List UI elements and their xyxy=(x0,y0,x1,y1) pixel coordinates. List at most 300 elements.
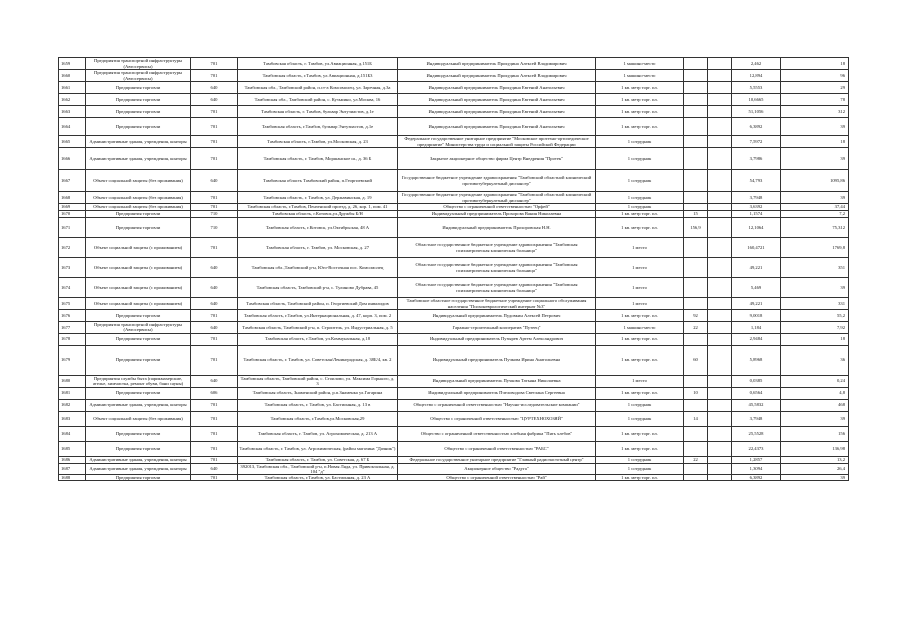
cell-code: 640 xyxy=(191,82,238,94)
cell-quantity: 92 xyxy=(684,310,708,322)
cell-number: 1679 xyxy=(59,345,86,375)
cell-address: Тамбовская область Тамбовский район, п.Георгиевский xyxy=(238,170,398,192)
cell-norm-value: 5,5553 xyxy=(732,82,781,94)
table-row xyxy=(59,278,849,298)
cell-quantity: 60 xyxy=(684,345,708,375)
cell-code: 701 xyxy=(191,148,238,170)
cell-owner: Государственное бюджетное учреждение здравоохранения "Тамбовский областной клинический противотуберкулезный диспансер" xyxy=(398,170,596,192)
cell-total-value: 96 xyxy=(781,70,849,82)
cell-address: Тамбовская обл.,Тамбовский р-н, Юго-Восточная пос. Комсомолец xyxy=(238,258,398,278)
cell-number: 1667 xyxy=(59,170,86,192)
cell-norm-value: 49,221 xyxy=(732,298,781,310)
cell-owner: Индивидуальный предприниматель Прохорова Вания Николаевна xyxy=(398,211,596,218)
cell-unit: 1 сотрудник xyxy=(596,204,684,211)
table-row xyxy=(59,411,849,426)
cell-object-type: Административные здания, учреждения, конторы xyxy=(86,148,191,170)
cell-total-value: 156 xyxy=(781,426,849,441)
cell-unit: 1 машино-место xyxy=(596,322,684,334)
cell-code: 710 xyxy=(191,218,238,238)
cell-number: 1662 xyxy=(59,94,86,106)
cell-code: 701 xyxy=(191,399,238,411)
cell-owner: Областное государственное бюджетное учреждение здравоохранения "Тамбовская психиатрическая клиническая больница" xyxy=(398,258,596,278)
cell-unit: 1 кв. метр торг. пл. xyxy=(596,333,684,345)
cell-object-type: Предприятия торговли xyxy=(86,345,191,375)
table-row xyxy=(59,204,849,211)
cell-code: 701 xyxy=(191,136,238,148)
cell-total-value: 39 xyxy=(781,411,849,426)
cell-quantity: 15 xyxy=(684,211,708,218)
cell-code: 701 xyxy=(191,204,238,211)
cell-code: 701 xyxy=(191,70,238,82)
cell-area xyxy=(708,204,732,211)
cell-owner: Областное государственное бюджетное учреждение здравоохранения "Тамбовская психиатрическая клиническая больница" xyxy=(398,238,596,258)
cell-owner: Общество с ограниченной ответственностью "РАБС" xyxy=(398,441,596,456)
cell-area xyxy=(708,218,732,238)
cell-area xyxy=(708,333,732,345)
cell-code: 640 xyxy=(191,298,238,310)
cell-object-type: Административные здания, учреждения, конторы xyxy=(86,136,191,148)
cell-object-type: Предприятия торговли xyxy=(86,118,191,136)
cell-object-type: Объект социальной защиты (с проживанием) xyxy=(86,298,191,310)
cell-owner: Индивидуальный предприниматель Прокудина Евгений Анатольевич xyxy=(398,94,596,106)
cell-quantity xyxy=(684,426,708,441)
cell-norm-value: 2,9484 xyxy=(732,333,781,345)
cell-total-value: 0,24 xyxy=(781,375,849,387)
cell-area xyxy=(708,456,732,463)
table-row xyxy=(59,456,849,463)
cell-number: 1663 xyxy=(59,106,86,118)
cell-quantity xyxy=(684,278,708,298)
cell-norm-value: 49,221 xyxy=(732,258,781,278)
cell-number: 1675 xyxy=(59,298,86,310)
cell-unit: 1 сотрудник xyxy=(596,456,684,463)
cell-number: 1676 xyxy=(59,310,86,322)
cell-norm-value: 10,6665 xyxy=(732,94,781,106)
cell-quantity xyxy=(684,136,708,148)
cell-total-value: 312 xyxy=(781,106,849,118)
cell-norm-value: 160,4721 xyxy=(732,238,781,258)
cell-owner: Общество с ограниченной ответственностью "Научно-исследовательские компании" xyxy=(398,399,596,411)
cell-owner: Гаражно-строительный кооператив "Путеец" xyxy=(398,322,596,334)
table-row xyxy=(59,333,849,345)
cell-quantity: 10 xyxy=(684,387,708,399)
cell-unit: 1 сотрудник xyxy=(596,192,684,204)
cell-total-value: 75,312 xyxy=(781,218,849,238)
cell-number: 1673 xyxy=(59,258,86,278)
cell-quantity xyxy=(684,441,708,456)
table-row xyxy=(59,211,849,218)
cell-number: 1672 xyxy=(59,238,86,258)
cell-address: Тамбовская область, Знаменский район, р.п.Знаменка ул.Гагарина xyxy=(238,387,398,399)
cell-quantity xyxy=(684,58,708,70)
cell-unit: 1 сотрудник xyxy=(596,148,684,170)
cell-norm-value: 3,6392 xyxy=(732,204,781,211)
cell-total-value: 1769,8 xyxy=(781,238,849,258)
cell-area xyxy=(708,411,732,426)
cell-owner: Общество с ограниченной ответственностью "Орфей" xyxy=(398,204,596,211)
cell-code: 640 xyxy=(191,375,238,387)
table-row xyxy=(59,70,849,82)
cell-owner: Индивидуальный предприниматель Прокудина Евгений Анатольевич xyxy=(398,82,596,94)
cell-unit: 1 сотрудник xyxy=(596,399,684,411)
cell-object-type: Предприятия торговли xyxy=(86,387,191,399)
cell-area xyxy=(708,238,732,258)
cell-quantity xyxy=(684,375,708,387)
cell-area xyxy=(708,58,732,70)
cell-address: Тамбовская область, г.Тамбов,ул.Московская,29 xyxy=(238,411,398,426)
cell-code: 701 xyxy=(191,58,238,70)
cell-number: 1678 xyxy=(59,333,86,345)
table-row xyxy=(59,441,849,456)
cell-owner: Индивидуальный предприниматель Прохоровская Н.Н. xyxy=(398,218,596,238)
cell-owner: Индивидуальный предприниматель Прокудина Алексей Владимирович xyxy=(398,70,596,82)
cell-quantity: 14 xyxy=(684,411,708,426)
cell-norm-value: 0,0385 xyxy=(732,375,781,387)
cell-quantity xyxy=(684,333,708,345)
cell-total-value: 331 xyxy=(781,298,849,310)
cell-norm-value: 51,1056 xyxy=(732,106,781,118)
cell-object-type: Объект социальной защиты (без проживания) xyxy=(86,411,191,426)
cell-code: 701 xyxy=(191,441,238,456)
cell-address: Тамбовская обл., Тамбовский район, п.ст-а Комсомолец, ул. Заречная, д.3а xyxy=(238,82,398,94)
cell-code: 640 xyxy=(191,258,238,278)
cell-norm-value: 3,7986 xyxy=(732,148,781,170)
cell-owner: Индивидуальный предприниматель Пучкова Татьяна Николаевна xyxy=(398,375,596,387)
cell-address: Тамбовская область, г. Тамбов, ул.Авиационная, д.151Б xyxy=(238,58,398,70)
cell-quantity xyxy=(684,238,708,258)
table-row xyxy=(59,170,849,192)
cell-unit: 1 кв. метр торг. пл. xyxy=(596,94,684,106)
cell-number: 1680 xyxy=(59,375,86,387)
cell-total-value: 13,2 xyxy=(781,456,849,463)
cell-area xyxy=(708,375,732,387)
cell-number: 1659 xyxy=(59,58,86,70)
cell-code: 701 xyxy=(191,411,238,426)
cell-address: Тамбовская область, Тамбовский р-н, п. Строитель, ул. Индустриальная, д. 5 xyxy=(238,322,398,334)
cell-total-value: 26,4 xyxy=(781,463,849,475)
cell-norm-value: 6,3892 xyxy=(732,118,781,136)
table-row xyxy=(59,375,849,387)
cell-code: 701 xyxy=(191,118,238,136)
cell-address: Тамбовская обл., Тамбовский район, с. Кузьмино, ул.Москва, 16 xyxy=(238,94,398,106)
cell-address: Тамбовская область, г. Тамбов, ул. Московская, д. 27 xyxy=(238,238,398,258)
cell-number: 1688 xyxy=(59,475,86,481)
cell-norm-value: 1,3094 xyxy=(732,463,781,475)
cell-area xyxy=(708,170,732,192)
cell-object-type: Предприятия торговли xyxy=(86,441,191,456)
cell-quantity xyxy=(684,258,708,278)
cell-unit: 1 место xyxy=(596,375,684,387)
cell-code: 701 xyxy=(191,192,238,204)
cell-code: 606 xyxy=(191,387,238,399)
cell-total-value: 29 xyxy=(781,82,849,94)
cell-quantity xyxy=(684,82,708,94)
cell-quantity xyxy=(684,118,708,136)
cell-owner: Государственное бюджетное учреждение здравоохранения "Тамбовский областной клинический противотуберкулезный диспансер" xyxy=(398,192,596,204)
cell-object-type: Предприятия торговли xyxy=(86,82,191,94)
table-row xyxy=(59,475,849,481)
cell-number: 1670 xyxy=(59,211,86,218)
cell-quantity: 156,9 xyxy=(684,218,708,238)
cell-area xyxy=(708,82,732,94)
cell-area xyxy=(708,387,732,399)
cell-total-value: 36 xyxy=(781,345,849,375)
cell-area xyxy=(708,192,732,204)
cell-owner: Индивидуальный предприниматель Прокудина Алексей Владимирович xyxy=(398,58,596,70)
cell-norm-value: 54,793 xyxy=(732,170,781,192)
cell-owner: Индивидуальный предприниматель Прокудина Евгений Анатольевич xyxy=(398,106,596,118)
cell-total-value: 18 xyxy=(781,58,849,70)
cell-address: Тамбовская область, г. Тамбов, ул. Бастионная, д. 13 в xyxy=(238,399,398,411)
cell-address: Тамбовская область, г.Тамбов, бульвар Энтузиастов, д.1е xyxy=(238,118,398,136)
cell-code: 701 xyxy=(191,345,238,375)
cell-area xyxy=(708,94,732,106)
cell-object-type: Предприятия торговли xyxy=(86,106,191,118)
cell-unit: 1 кв. метр торг. пл. xyxy=(596,218,684,238)
cell-number: 1665 xyxy=(59,136,86,148)
cell-object-type: Предприятия торговли xyxy=(86,218,191,238)
cell-area xyxy=(708,475,732,481)
cell-address: Тамбовская область, г. Тамбов, ул. Агрохимическая, (район магазина "Дачник") xyxy=(238,441,398,456)
cell-quantity: 22 xyxy=(684,322,708,334)
cell-number: 1684 xyxy=(59,426,86,441)
cell-norm-value: 3,7948 xyxy=(732,411,781,426)
cell-quantity xyxy=(684,298,708,310)
cell-number: 1674 xyxy=(59,278,86,298)
cell-number: 1668 xyxy=(59,192,86,204)
cell-quantity xyxy=(684,170,708,192)
cell-object-type: Объект социальной защиты (без проживания) xyxy=(86,204,191,211)
cell-object-type: Объект социальной защиты (с проживанием) xyxy=(86,278,191,298)
cell-address: Тамбовская область, г. Тамбов, ул. Советская/Ленинградская, д. 38Б/4, кв. 2 xyxy=(238,345,398,375)
table-row xyxy=(59,192,849,204)
cell-quantity xyxy=(684,94,708,106)
cell-owner: Тамбовское областное государственное бюджетное учреждение социального обслуживания населения "Психоневрологический интернат №3" xyxy=(398,298,596,310)
cell-number: 1677 xyxy=(59,322,86,334)
cell-quantity xyxy=(684,399,708,411)
table-row xyxy=(59,322,849,334)
cell-code: 701 xyxy=(191,238,238,258)
cell-number: 1686 xyxy=(59,456,86,463)
cell-code: 701 xyxy=(191,333,238,345)
cell-object-type: Предприятия торговли xyxy=(86,475,191,481)
cell-norm-value: 12,1064 xyxy=(732,218,781,238)
cell-address: Тамбовская область, Тамбовский район, п. Георгиевский Дом инвалидов xyxy=(238,298,398,310)
cell-total-value: 37,44 xyxy=(781,204,849,211)
cell-address: 392013, Тамбовская обл., Тамбовский р-н, п.Новая Ляда, ул. Привокзальная, д. 104 "д" xyxy=(238,463,398,475)
cell-number: 1671 xyxy=(59,218,86,238)
cell-area xyxy=(708,211,732,218)
table-row xyxy=(59,426,849,441)
cell-norm-value: 3,7948 xyxy=(732,192,781,204)
cell-object-type: Административные здания, учреждения, конторы xyxy=(86,463,191,475)
cell-unit: 1 кв. метр торг. пл. xyxy=(596,310,684,322)
cell-unit: 1 кв. метр торг. пл. xyxy=(596,106,684,118)
cell-owner: Федеральное государственное унитарное предприятие "Главный радиочастотный центр" xyxy=(398,456,596,463)
cell-code: 640 xyxy=(191,463,238,475)
cell-object-type: Предприятия службы быта (парикмахерские, ателье, химчистка, ремонт обуви, бани сауны) xyxy=(86,375,191,387)
cell-object-type: Объект социальной защиты (без проживания) xyxy=(86,170,191,192)
cell-code: 701 xyxy=(191,106,238,118)
cell-address: Тамбовская область, г.Тамбов, ул.Коммунальная, д.18 xyxy=(238,333,398,345)
cell-norm-value: 2,462 xyxy=(732,58,781,70)
cell-address: Тамбовская область, г.Тамбов, ул.Авиационная, д.151Б3 xyxy=(238,70,398,82)
cell-total-value: 78 xyxy=(781,94,849,106)
cell-number: 1664 xyxy=(59,118,86,136)
cell-total-value: 39 xyxy=(781,278,849,298)
cell-area xyxy=(708,310,732,322)
cell-quantity xyxy=(684,192,708,204)
cell-unit: 1 кв. метр торг. пл. xyxy=(596,82,684,94)
cell-object-type: Объект социальной защиты (без проживания) xyxy=(86,192,191,204)
cell-area xyxy=(708,463,732,475)
cell-unit: 1 кв. метр торг. пл. xyxy=(596,345,684,375)
cell-unit: 1 место xyxy=(596,258,684,278)
cell-area xyxy=(708,148,732,170)
table-row xyxy=(59,238,849,258)
table-row xyxy=(59,399,849,411)
cell-object-type: Предприятия транспортной инфраструктуры (Автосервисы) xyxy=(86,58,191,70)
cell-area xyxy=(708,118,732,136)
cell-owner: Акционерное общество "Радуга" xyxy=(398,463,596,475)
table-row xyxy=(59,136,849,148)
cell-code: 701 xyxy=(191,456,238,463)
cell-total-value: 1095,86 xyxy=(781,170,849,192)
cell-owner: Общество с ограниченной ответственностью "ЦУРТЕХНОХОЗЯЙ" xyxy=(398,411,596,426)
cell-address: Тамбовская область, Тамбовский р-н, с. Тулиново Дубрава, 45 xyxy=(238,278,398,298)
cell-norm-value: 6,3892 xyxy=(732,475,781,481)
cell-unit: 1 место xyxy=(596,238,684,258)
table-row xyxy=(59,258,849,278)
table-row xyxy=(59,345,849,375)
table-row xyxy=(59,387,849,399)
cell-code: 640 xyxy=(191,170,238,192)
cell-quantity xyxy=(684,106,708,118)
cell-unit: 1 кв. метр торг. пл. xyxy=(596,441,684,456)
cell-quantity xyxy=(684,204,708,211)
cell-owner: Общество с ограниченной ответственностью хлебная фабрика "Пять хлебов" xyxy=(398,426,596,441)
cell-owner: Областное государственное бюджетное учреждение здравоохранения "Тамбовская психиатрическая клиническая больница" xyxy=(398,278,596,298)
cell-number: 1660 xyxy=(59,70,86,82)
cell-object-type: Предприятия торговли xyxy=(86,333,191,345)
cell-address: Тамбовская область, г. Тамбов, Моршанское ш., д. 36 Б xyxy=(238,148,398,170)
table-row xyxy=(59,94,849,106)
cell-unit: 1 сотрудник xyxy=(596,411,684,426)
cell-owner: Индивидуальный предприниматель Прокудина Евгений Анатольевич xyxy=(398,118,596,136)
table-row xyxy=(59,58,849,70)
cell-object-type: Предприятия торговли xyxy=(86,310,191,322)
cell-code: 710 xyxy=(191,211,238,218)
table-row xyxy=(59,106,849,118)
cell-number: 1687 xyxy=(59,463,86,475)
cell-total-value: 39 xyxy=(781,475,849,481)
cell-area xyxy=(708,441,732,456)
cell-owner: Федеральное государственное унитарное предприятие "Московское протезно-ортопедическое предприятие" Министерства труда и социальной защиты Российской Федерации xyxy=(398,136,596,148)
table-row xyxy=(59,82,849,94)
cell-norm-value: 22,4373 xyxy=(732,441,781,456)
cell-number: 1683 xyxy=(59,411,86,426)
cell-area xyxy=(708,298,732,310)
cell-code: 701 xyxy=(191,475,238,481)
cell-number: 1682 xyxy=(59,399,86,411)
cell-object-type: Предприятия транспортной инфраструктуры (Автосервисы) xyxy=(86,70,191,82)
cell-object-type: Предприятия торговли xyxy=(86,211,191,218)
cell-address: Тамбовская область, г.Тамбов, ул. Бастионная, д. 23 А xyxy=(238,475,398,481)
cell-address: Тамбовская область, г.Тамбов, Пензенский проезд, д. 26, кор. 1, пом. 41 xyxy=(238,204,398,211)
cell-area xyxy=(708,258,732,278)
cell-area xyxy=(708,106,732,118)
cell-area xyxy=(708,345,732,375)
cell-total-value: 136,98 xyxy=(781,441,849,456)
cell-unit: 1 сотрудник xyxy=(596,170,684,192)
cell-total-value: 7,92 xyxy=(781,322,849,334)
cell-number: 1681 xyxy=(59,387,86,399)
cell-object-type: Объект социальной защиты (с проживанием) xyxy=(86,258,191,278)
cell-unit: 1 кв. метр торг. пл. xyxy=(596,475,684,481)
table-row xyxy=(59,463,849,475)
cell-area xyxy=(708,399,732,411)
table-row xyxy=(59,118,849,136)
cell-code: 701 xyxy=(191,310,238,322)
cell-unit: 1 кв. метр торг. пл. xyxy=(596,118,684,136)
cell-address: Тамбовская область, г. Тамбов, бульвар Энтузиастов, д.1е xyxy=(238,106,398,118)
cell-norm-value: 5,8968 xyxy=(732,345,781,375)
cell-norm-value: 1,1574 xyxy=(732,211,781,218)
cell-unit: 1 машино-место xyxy=(596,70,684,82)
cell-total-value: 7,2 xyxy=(781,211,849,218)
cell-object-type: Предприятия торговли xyxy=(86,426,191,441)
cell-norm-value: 45,5832 xyxy=(732,399,781,411)
cell-area xyxy=(708,322,732,334)
cell-norm-value: 0,6564 xyxy=(732,387,781,399)
cell-code: 640 xyxy=(191,322,238,334)
cell-norm-value: 9,0018 xyxy=(732,310,781,322)
cell-total-value: 55,2 xyxy=(781,310,849,322)
cell-object-type: Административные здания, учреждения, конторы xyxy=(86,456,191,463)
cell-owner: Индивидуальный предприниматель Пчеловодова Светлана Сергеевна xyxy=(398,387,596,399)
cell-code: 701 xyxy=(191,426,238,441)
cell-total-value: 18 xyxy=(781,136,849,148)
cell-address: Тамбовская область, г. Тамбов, ул. Агрохимическая, д. 213 А xyxy=(238,426,398,441)
cell-norm-value: 1,2857 xyxy=(732,456,781,463)
cell-norm-value: 25,5528 xyxy=(732,426,781,441)
table-body xyxy=(59,58,849,481)
cell-unit: 1 машино-место xyxy=(596,58,684,70)
cell-norm-value: 12,894 xyxy=(732,70,781,82)
cell-number: 1685 xyxy=(59,441,86,456)
cell-object-type: Предприятия транспортной инфраструктуры (Автосервисы) xyxy=(86,322,191,334)
cell-owner: Индивидуальный предприниматель Пузырев Артем Александрович xyxy=(398,333,596,345)
cell-owner: Индивидуальный предприниматель Пудовкин Алексей Петрович xyxy=(398,310,596,322)
cell-total-value: 4,8 xyxy=(781,387,849,399)
cell-address: Тамбовская область, г.Котовск, ул.Октябрьская, 48 А xyxy=(238,218,398,238)
cell-total-value: 39 xyxy=(781,118,849,136)
cell-total-value: 468 xyxy=(781,399,849,411)
table-row xyxy=(59,298,849,310)
cell-address: Тамбовская область, Тамбовский район, с. Стоилово, ул. Максима Горького, д. 3 xyxy=(238,375,398,387)
cell-object-type: Административные здания, учреждения, конторы xyxy=(86,399,191,411)
cell-total-value: 39 xyxy=(781,148,849,170)
table-row xyxy=(59,148,849,170)
cell-address: Тамбовская область, г. Тамбов, ул. Державинская, д. 19 xyxy=(238,192,398,204)
cell-address: Тамбовская область, г. Тамбов, ул. Советская, д. 67 Б xyxy=(238,456,398,463)
cell-address: Тамбовская область, г.Тамбов, ул.Интернациональная, д. 47, корп. 3, пом. 2 xyxy=(238,310,398,322)
cell-quantity xyxy=(684,70,708,82)
cell-norm-value: 5,469 xyxy=(732,278,781,298)
cell-unit: 1 кв. метр торг. пл. xyxy=(596,426,684,441)
cell-unit: 1 сотрудник xyxy=(596,136,684,148)
cell-unit: 1 место xyxy=(596,278,684,298)
